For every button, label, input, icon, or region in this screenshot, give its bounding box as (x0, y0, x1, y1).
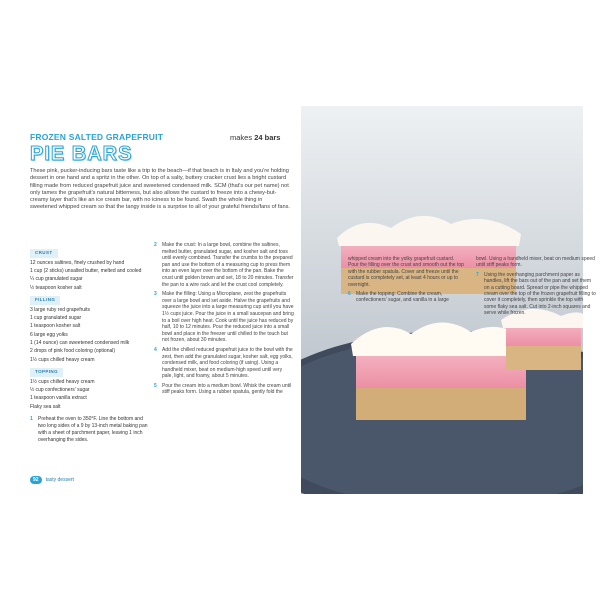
step-continuation: bowl. Using a handheld mixer, beat on medium speed until stiff peaks form. (476, 256, 595, 269)
ingredient-item: 1½ cups chilled heavy cream (30, 356, 95, 363)
step-number: 5 (154, 382, 157, 389)
method-step (154, 347, 294, 380)
method-step (348, 291, 466, 304)
method-step (154, 242, 294, 288)
step-number: 7 (476, 271, 479, 278)
book-spread (18, 106, 596, 494)
step-number: 4 (154, 346, 157, 353)
ingredient-item: ¼ cup granulated sugar (30, 276, 83, 283)
ingredient-item: 12 ounces saltines, finely crushed by hand (30, 259, 125, 266)
ingredients-column (30, 246, 148, 447)
front-bar (351, 322, 529, 420)
ingredient-item: 1 cup (2 sticks) unsalted butter, melted and cooled (30, 268, 142, 275)
right-column-1 (348, 256, 466, 307)
ingredient-item: ½ cup confectioners' sugar (30, 386, 90, 393)
page-number: 92 (30, 476, 42, 484)
method-column (154, 242, 294, 399)
step-text: Make the crust: In a large bowl, combine the saltines, melted butter, granulated sugar, and kosher salt and toss until evenly combined. Transfer the crumbs to the prepared pan and use the bottom of a measuring cup to press them into an even layer over the bottom of the pan. Bake the crust until golden brown and set, 18 to 20 minutes. Transfer the pan to a wire rack and let the crust cool completely. (162, 242, 294, 288)
yield-count: 24 bars (254, 133, 281, 142)
ingredient-item: Flaky sea salt (30, 403, 61, 410)
ingredient-item: 1½ cups chilled heavy cream (30, 378, 95, 385)
step-continuation: whipped cream into the yolky grapefruit custard. Pour the filling over the crust and smooth out the top with the rubber spatula. Cover and freeze until the custard is completely set, at least 4 hours or up to overnight. (348, 256, 464, 288)
step-text: Pour the cream into a medium bowl. Whisk the cream until stiff peaks form. Using a rubber spatula, gently fold the (162, 382, 292, 396)
yield-line (230, 133, 280, 142)
ingredient-item: ½ teaspoon kosher salt (30, 284, 82, 291)
ingredient-item: 1 teaspoon kosher salt (30, 323, 81, 330)
step-number: 2 (154, 242, 157, 248)
recipe-intro: These pink, pucker-inducing bars taste like a trip to the beach—if that beach is in Italy and you're holding dessert in one hand and a spritz in the other. On top of a salty, buttery cracker crust lies a bright custard filling made from reduced grapefruit juice and sweetened condensed milk. SCM (that's our pet name) not only tames the grapefruit's natural bitterness, but also allows the custard to freeze into a chewy-but-creamy layer that's like an ice cream bar, with no iciness to be found. Swath the whole thing in sweetened whipped cream so that the tangy inside is a surprise to all of your grateful friends/fans of fans. (30, 168, 290, 211)
ingredient-item: 1 (14 ounce) can sweetened condensed milk (30, 339, 130, 346)
right-column-2 (476, 256, 596, 320)
ingredient-item: 2 drops of pink food coloring (optional) (30, 348, 116, 355)
ingredient-item: 1 teaspoon vanilla extract (30, 395, 87, 402)
page-footer (30, 476, 74, 484)
method-step (154, 291, 294, 344)
section-label-filling: FILLING (30, 296, 60, 305)
step-text: Make the filling: Using a Microplane, zest the grapefruits over a large bowl and set aside. Halve the grapefruits and squeeze the juice into a large measuring cup until you have 1½ cups juice. Pour the juice in a small saucepan and bring to a boil over high heat. Cook until the juice has reduced by half, 10 to 12 minutes. Pour the reduced juice into a small bowl and place in the freezer until chilled to the touch but not frozen, about 30 minutes. (162, 291, 294, 344)
ingredient-item: 3 large ruby red grapefruits (30, 306, 91, 313)
method-step (30, 416, 148, 443)
step-text: Preheat the oven to 350°F. Line the bottom and two long sides of a 9 by 13-inch metal baking pan with a sheet of parchment paper, leaving 1 inch overhanging the sides. (38, 416, 148, 443)
recipe-kicker: FROZEN SALTED GRAPEFRUIT (30, 132, 164, 142)
method-step (154, 383, 294, 396)
step-text: Add the chilled reduced grapefruit juice to the bowl with the zest, then add the granulated sugar, kosher salt, egg yolks, condensed milk, and food coloring (if using). Using a handheld mixer, beat on medium-high speed until very pale, light, and foamy, about 5 minutes. (162, 346, 293, 380)
left-page (18, 106, 298, 494)
step-text: Using the overhanging parchment paper as handles, lift the bars out of the pan and set them on a cutting board. Spread or pipe the whipped cream over the top of the frozen grapefruit filling to cover it completely, then sprinkle the top with some flaky sea salt. Cut into 2-inch squares and serve while frozen. (484, 271, 596, 317)
section-label-crust: CRUST (30, 249, 58, 258)
recipe-title: PIE BARS (30, 143, 133, 165)
ingredient-item: 6 large egg yolks (30, 331, 68, 338)
step-number: 3 (154, 291, 157, 298)
step-number: 6 (348, 291, 351, 298)
step-text: Make the topping: Combine the cream, confectioners' sugar, and vanilla in a large (356, 291, 449, 304)
step-number: 1 (30, 416, 33, 423)
section-label-topping: TOPPING (30, 368, 63, 377)
footer-section: tasty dessert (45, 477, 74, 483)
method-step (476, 272, 596, 317)
yield-prefix: makes (230, 133, 253, 142)
ingredient-item: 1 cup granulated sugar (30, 315, 82, 322)
